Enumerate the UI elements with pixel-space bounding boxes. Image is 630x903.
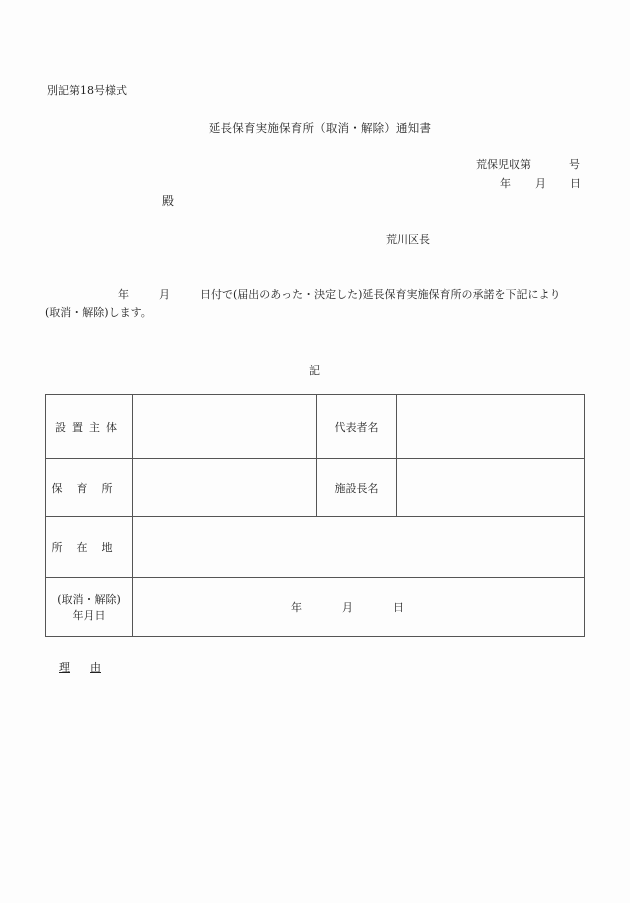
- body-year: 年: [118, 288, 129, 301]
- date-day: 日: [570, 177, 581, 190]
- body-text: 日付で(届出のあった・決定した)延長保育実施保育所の承諾を下記により: [200, 288, 561, 301]
- representative-name-field[interactable]: [397, 395, 585, 459]
- reason-char-2: 由: [90, 661, 101, 674]
- date-year: 年: [500, 177, 511, 190]
- label-establishing-body: 設置主体: [46, 395, 133, 459]
- label-nursery: 保育所: [46, 459, 133, 517]
- cancel-date-label-line2: 年月日: [72, 609, 106, 622]
- notice-table: [45, 394, 585, 637]
- form-number: 別記第18号様式: [47, 84, 127, 97]
- table-row: [46, 459, 585, 517]
- body-line-1: [118, 286, 560, 302]
- document-title: [0, 120, 630, 136]
- label-location: 所在地: [46, 517, 133, 578]
- document-number: [476, 156, 580, 172]
- label-cancel-date: [46, 578, 133, 637]
- reason-char-1: 理: [59, 661, 70, 674]
- establishing-body-field[interactable]: [133, 395, 317, 459]
- title-text: 延長保育実施保育所（取消・解除）通知書: [208, 121, 432, 135]
- body-line-2: (取消・解除)します。: [45, 306, 152, 319]
- body-month: 月: [159, 288, 170, 301]
- doc-number-prefix: 荒保児収第: [476, 158, 531, 171]
- date-month: 月: [535, 177, 546, 190]
- reason-label: [59, 659, 101, 675]
- cancel-date-year: 年: [291, 601, 302, 614]
- label-director-name: 施設長名: [317, 459, 397, 517]
- cancel-date-day: 日: [393, 601, 404, 614]
- label-representative-name: 代表者名: [317, 395, 397, 459]
- addressee-honorific: 殿: [162, 194, 175, 208]
- ki-heading: 記: [309, 364, 320, 377]
- table-row: [46, 517, 585, 578]
- location-field[interactable]: [133, 517, 585, 578]
- issue-date: [500, 175, 581, 191]
- nursery-field[interactable]: [133, 459, 317, 517]
- cancel-date-field[interactable]: [133, 578, 585, 637]
- cancel-date-label-line1: (取消・解除): [57, 593, 121, 606]
- director-name-field[interactable]: [397, 459, 585, 517]
- table-row: [46, 578, 585, 637]
- cancel-date-month: 月: [342, 601, 353, 614]
- doc-number-suffix: 号: [569, 158, 580, 171]
- table-row: [46, 395, 585, 459]
- sender-name: 荒川区長: [386, 233, 430, 246]
